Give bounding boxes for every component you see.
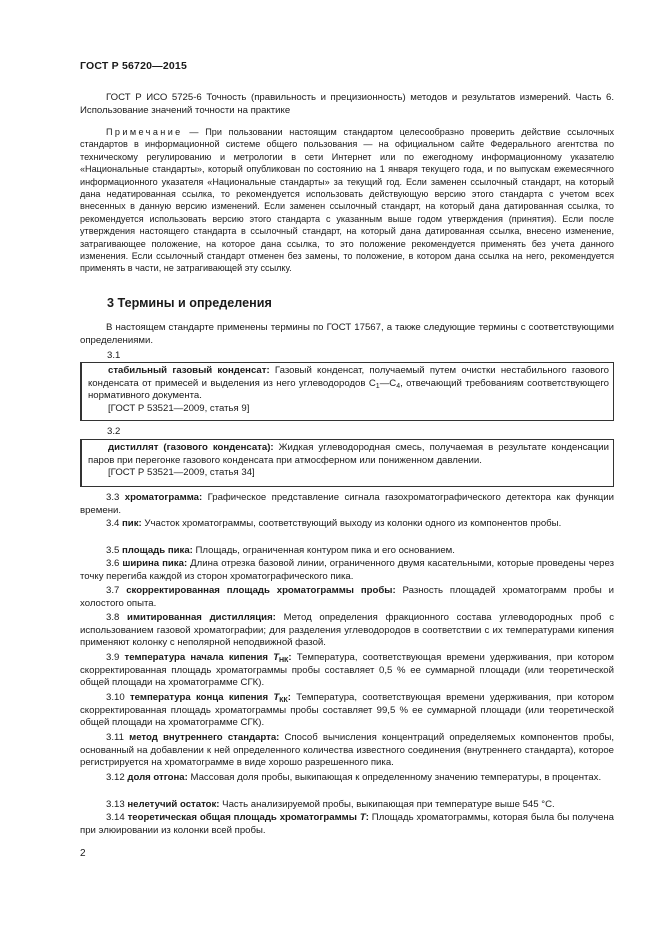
term-box-3-1 <box>80 362 614 421</box>
note-label: Примечание <box>106 127 183 137</box>
document-header: ГОСТ Р 56720—2015 <box>80 60 188 72</box>
page-number: 2 <box>80 848 86 859</box>
term-3-1-source: [ГОСТ Р 53521—2009, статья 9] <box>108 403 250 415</box>
term-3-8: 3.8 имитированная дистилляция: Метод определения фракционного состава углеводородных проб с использованием газовой хроматографии; для разделения углеводородов в соответствии с их температурами кипения применяют колонку с неполярной неподвижной фазой. <box>80 612 614 649</box>
term-3-6: 3.6 ширина пика: Длина отрезка базовой линии, ограниченного двумя касательными, которые проведены через точку перегиба каждой из сторон хроматографического пика. <box>80 558 614 582</box>
term-3-10: 3.10 температура конца кипения $Т_{КК}$: Температура, соответствующая времени удерживания, при котором скорректированная площадь хроматограммы пробы составляет 99,5 % ее суммарной площади (или теоретической общей площади на хроматограмме СГК). <box>80 692 614 729</box>
term-3-1-name: стабильный газовый конденсат: <box>108 365 270 376</box>
term-number-3-2: 3.2 <box>107 426 121 437</box>
term-3-1-dash: —С <box>379 377 397 389</box>
subscript-4: 4 <box>396 382 401 390</box>
term-3-1-text <box>88 365 609 403</box>
symbol-t: Т <box>273 692 280 703</box>
term-3-1-def-a: Газовый конденсат, получаемый путем очистки нестабильного газового конденсата от примесей и выделения из него углеводородов С <box>88 365 609 389</box>
reference-iso-5725-6: ГОСТ Р ИСО 5725-6 Точность (правильность и прецизионность) методов и результатов измерений. Часть 6. Использование значений точности на практике <box>80 92 614 116</box>
note-paragraph <box>80 126 614 275</box>
term-3-3: 3.3 хроматограмма: Графическое представление сигнала газохроматографического детектора как функции времени. <box>80 492 614 516</box>
section-title: 3 Термины и определения <box>107 296 272 310</box>
section-intro: В настоящем стандарте применены термины по ГОСТ 17567, а также следующие термины с соответствующими определениями. <box>80 322 614 346</box>
term-3-5: 3.5 площадь пика: Площадь, ограниченная контуром пика и его основанием. <box>106 545 455 556</box>
note-text: — При пользовании настоящим стандартом целесообразно проверить действие ссылочных стандартов в информационной системе общего пользования — на официальном сайте Федерального агентства по техническому регулированию и метрологии в сети Интернет или по ежегодному информационному указателю «Национальные стандарты», который опубликован по состоянию на 1 января текущего года, и по выпускам ежемесячного информационного указателя «Национальные стандарты» за текущий год. Если заменен ссылочный стандарт, на который дана недатированная ссылка, то рекомендуется использовать действующую версию этого стандарта с учетом всех внесенных в данную версию изменений. Если заменен ссылочный стандарт, на который дана датированная ссылка, то рекомендуется использовать версию этого стандарта с указанным выше годом утверждения (принятия). Если после утверждения настоящего стандарта в ссылочный стандарт, на который дана датированная ссылка, внесено изменение, затрагивающее положение, на которое дана ссылка, то это положение рекомендуется применять без учета данного изменения. Если ссылочный стандарт отменен без замены, то положение, в котором дана ссылка на него, рекомендуется применять в части, не затрагивающей эту ссылку. <box>80 127 614 274</box>
term-3-2-text <box>88 442 609 467</box>
term-3-14: 3.14 теоретическая общая площадь хроматограммы Т: Площадь хроматограммы, которая была бы получена при элюировании из колонки всей пробы. <box>80 812 614 836</box>
term-3-11: 3.11 метод внутреннего стандарта: Способ вычисления концентраций определяемых компонентов пробы, основанный на добавлении к ней определенного количества известного соединения (внутреннего стандарта), которое регистрируется на хроматограмме в виде хорошо разрешенного пика. <box>80 732 614 769</box>
symbol-t: Т <box>359 812 366 823</box>
term-3-2-source: [ГОСТ Р 53521—2009, статья 34] <box>108 467 255 479</box>
term-3-1-def-b: , отвечающий требованиям соответствующего нормативного документа. <box>88 377 609 402</box>
symbol-t: Т <box>273 652 280 663</box>
term-3-9: 3.9 температура начала кипения $Т_{НК}$: Температура, соответствующая времени удерживания, при котором скорректированная площадь хроматограммы пробы составляет 0,5 % ее суммарной площади (или теоретической общей площади на хроматограмме СГК). <box>80 652 614 689</box>
term-3-13: 3.13 нелетучий остаток: Часть анализируемой пробы, выкипающая при температуре выше 545 °С. <box>106 799 555 810</box>
term-number-3-1: 3.1 <box>107 350 121 361</box>
term-3-4: 3.4 пик: Участок хроматограммы, соответствующий выходу из колонки одного из компонентов пробы. <box>106 518 562 529</box>
term-3-2-name: дистиллят (газового конденсата): <box>108 442 274 453</box>
term-3-2-def: Жидкая углеводородная смесь, получаемая в результате конденсации паров при перегонке газового конденсата при атмосферном или пониженном давлении. <box>88 442 609 466</box>
term-3-7: 3.7 скорректированная площадь хроматограммы пробы: Разность площадей хроматограмм пробы и холостого опыта. <box>80 585 615 609</box>
term-3-12: 3.12 доля отгона: Массовая доля пробы, выкипающая к определенному значению температуры, в процентах. <box>106 772 602 783</box>
term-box-3-2 <box>80 439 614 487</box>
subscript-1: 1 <box>375 382 380 390</box>
